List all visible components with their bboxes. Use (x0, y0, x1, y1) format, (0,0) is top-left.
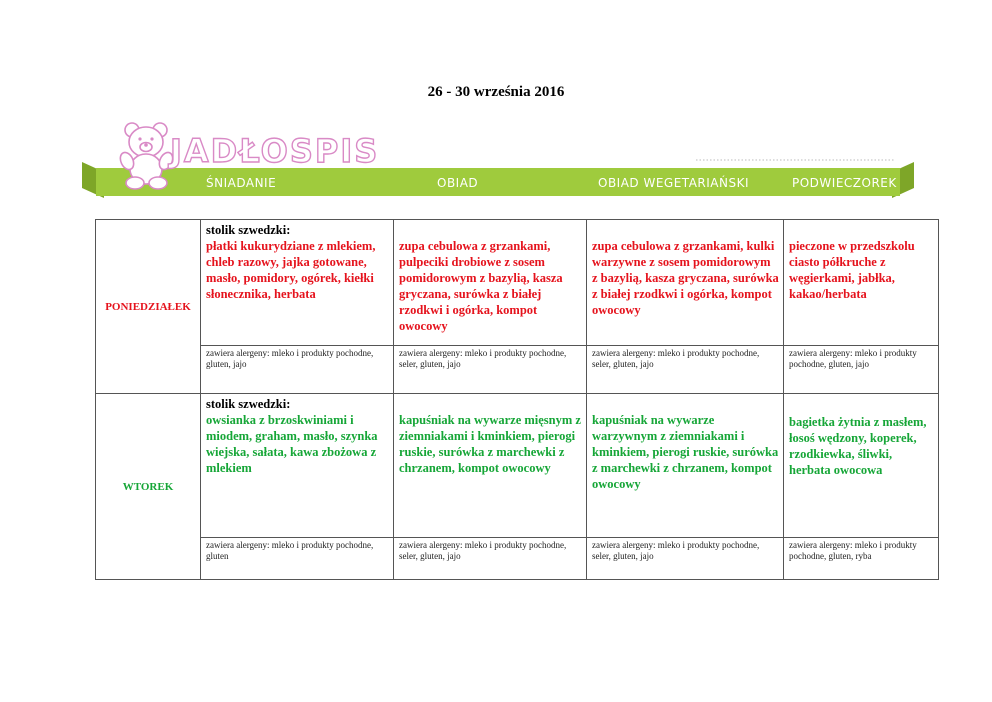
day-label-monday: PONIEDZIAŁEK (96, 220, 201, 394)
table-row (96, 220, 939, 346)
allergen-cell (784, 538, 939, 580)
column-header-breakfast: ŚNIADANIE (206, 176, 277, 190)
afternoon-snack-cell (784, 394, 939, 538)
allergen-cell (201, 538, 394, 580)
allergen-cell (201, 346, 394, 394)
allergen-note: zawiera alergeny: mleko i produkty pochodne, seler, gluten, jajo (592, 348, 760, 369)
allergen-note: zawiera alergeny: mleko i produkty pochodne, gluten, ryba (789, 540, 917, 561)
column-headers (82, 174, 914, 194)
lunch-menu: kapuśniak na wywarze mięsnym z ziemniakami i kminkiem, pierogi ruskie, surówka z marchewki z chrzanem, kompot owocowy (399, 413, 581, 475)
vegetarian-lunch-cell (587, 220, 784, 346)
breakfast-cell (201, 394, 394, 538)
vegetarian-lunch-menu: zupa cebulowa z grzankami, kulki warzywne z sosem pomidorowym z bazylią, kasza gryczana, surówka z białej rzodkwi i ogórka, kompot owocowy (592, 239, 779, 317)
allergen-cell (587, 346, 784, 394)
table-row (96, 394, 939, 538)
column-header-vegetarian-lunch: OBIAD WEGETARIAŃSKI (598, 176, 750, 190)
menu-table (95, 219, 939, 580)
allergen-note: zawiera alergeny: mleko i produkty pochodne, seler, gluten, jajo (592, 540, 760, 561)
breakfast-prefix: stolik szwedzki: (206, 397, 291, 411)
allergen-note: zawiera alergeny: mleko i produkty pochodne, seler, gluten, jajo (399, 540, 567, 561)
breakfast-menu: owsianka z brzoskwiniami i miodem, graham, masło, szynka wiejska, sałata, kawa zbożowa z mlekiem (206, 413, 378, 475)
allergen-note: zawiera alergeny: mleko i produkty pochodne, seler, gluten, jajo (399, 348, 567, 369)
allergen-cell (394, 538, 587, 580)
afternoon-snack-menu: pieczone w przedszkolu ciasto półkruche z węgierkami, jabłka, kakao/herbata (789, 239, 915, 301)
day-label-tuesday: WTOREK (96, 394, 201, 580)
allergen-note: zawiera alergeny: mleko i produkty pochodne, gluten, jajo (789, 348, 917, 369)
lunch-cell (394, 220, 587, 346)
allergen-cell (784, 346, 939, 394)
page-title: 26 - 30 września 2016 (427, 84, 565, 100)
breakfast-prefix: stolik szwedzki: (206, 223, 291, 237)
table-row (96, 346, 939, 394)
vegetarian-lunch-menu: kapuśniak na wywarze warzywnym z ziemniakami i kminkiem, pierogi ruskie, surówka z marchewki z chrzanem, kompot owocowy (592, 413, 779, 491)
column-header-afternoon-snack: PODWIECZOREK (792, 176, 897, 190)
allergen-cell (394, 346, 587, 394)
afternoon-snack-cell (784, 220, 939, 346)
breakfast-menu: płatki kukurydziane z mlekiem, chleb razowy, jajka gotowane, masło, pomidory, ogórek, kiełki słonecznika, herbata (206, 239, 376, 301)
allergen-cell (587, 538, 784, 580)
column-header-lunch: OBIAD (437, 176, 479, 190)
menu-logo: JADŁOSPIS (170, 132, 380, 170)
afternoon-snack-menu: bagietka żytnia z masłem, łosoś wędzony, koperek, rzodkiewka, śliwki, herbata owocowa (789, 415, 927, 477)
lunch-cell (394, 394, 587, 538)
allergen-note: zawiera alergeny: mleko i produkty pochodne, gluten, jajo (206, 348, 374, 369)
allergen-note: zawiera alergeny: mleko i produkty pochodne, gluten (206, 540, 374, 561)
breakfast-cell (201, 220, 394, 346)
menu-banner (82, 118, 914, 200)
table-row (96, 538, 939, 580)
lunch-menu: zupa cebulowa z grzankami, pulpeciki drobiowe z sosem pomidorowym z bazylią, kasza gryczana, surówka z białej rzodkwi i ogórka, kompot owocowy (399, 239, 563, 333)
vegetarian-lunch-cell (587, 394, 784, 538)
